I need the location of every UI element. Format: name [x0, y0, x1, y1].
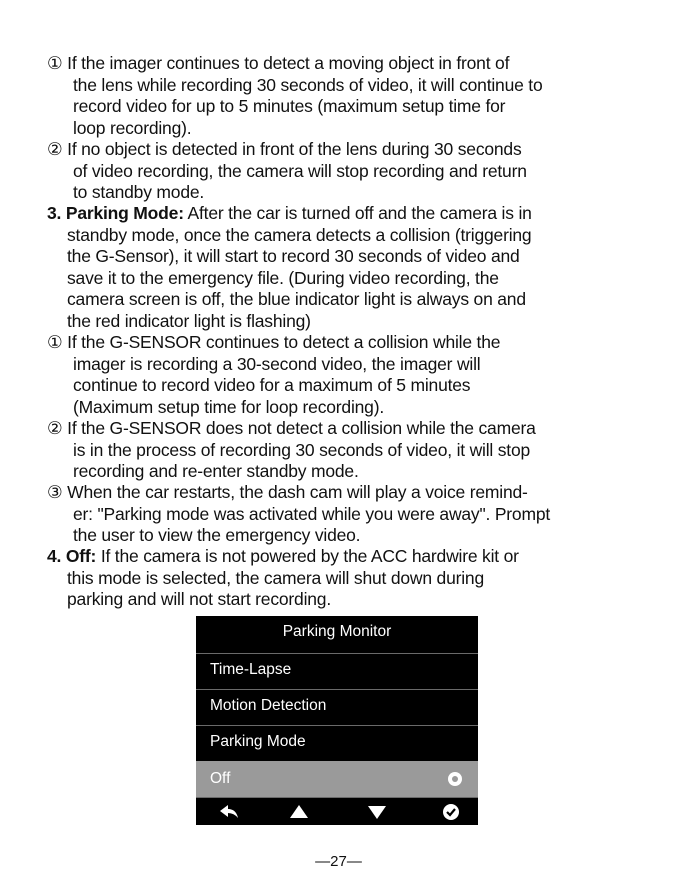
menu-item-time-lapse[interactable] — [196, 653, 478, 685]
text-fragment: If the camera is not powered by the ACC hardwire kit or — [96, 546, 519, 566]
text-line: ① If the G-SENSOR continues to detect a collision while the — [47, 332, 501, 352]
text-line — [47, 546, 519, 568]
screen-title: Parking Monitor — [282, 623, 392, 640]
text-line: ② If the G-SENSOR does not detect a collision while the camera — [47, 418, 536, 438]
paragraph-motion-stop — [47, 139, 527, 204]
text-line: save it to the emergency file. (During video recording, the — [67, 267, 499, 288]
text-line: parking and will not start recording. — [67, 589, 331, 609]
text-line: this mode is selected, the camera will shut down during — [67, 567, 484, 588]
text-line: camera screen is off, the blue indicator light is always on and — [67, 289, 526, 309]
down-button[interactable] — [356, 798, 396, 825]
text-line: the user to view the emergency video. — [73, 525, 361, 545]
text-line: loop recording). — [73, 117, 192, 138]
text-line: recording and re-enter standby mode. — [73, 461, 359, 481]
menu-item-label: Motion Detection — [210, 697, 327, 714]
page-number: —27— — [315, 853, 362, 870]
menu-item-label: Off — [210, 770, 231, 787]
text-line: of video recording, the camera will stop recording and return — [73, 160, 527, 181]
up-button[interactable] — [278, 798, 318, 825]
paragraph-gsensor-continue — [47, 332, 500, 418]
text-line: er: "Parking mode was activated while you were away". Prompt — [73, 503, 551, 524]
text-line: ① If the imager continues to detect a moving object in front of — [47, 53, 510, 73]
back-arrow-icon — [218, 802, 240, 822]
text-line: imager is recording a 30-second video, the imager will — [73, 353, 481, 374]
confirm-check-icon — [440, 802, 462, 822]
text-line: is in the process of recording 30 seconds of video, it will stop — [73, 439, 531, 460]
text-line: (Maximum setup time for loop recording). — [73, 396, 384, 417]
paragraph-motion-continue — [47, 53, 543, 139]
text-line: the red indicator light is flashing) — [67, 310, 311, 331]
menu-item-label: Parking Mode — [210, 733, 306, 750]
menu-item-motion-detection[interactable] — [196, 689, 478, 721]
parking-mode-heading: 3. Parking Mode: — [47, 203, 184, 223]
text-line: continue to record video for a maximum of 5 minutes — [73, 375, 471, 395]
up-triangle-icon — [288, 802, 310, 822]
selected-radio-icon — [448, 772, 462, 786]
text-line: the G-Sensor), it will start to record 30 seconds of video and — [67, 246, 520, 266]
confirm-button[interactable] — [430, 798, 470, 825]
screen-toolbar — [196, 797, 478, 825]
paragraph-voice-reminder — [47, 482, 550, 547]
text-line: ② If no object is detected in front of the lens during 30 seconds — [47, 139, 522, 159]
text-line: standby mode, once the camera detects a collision (triggering — [67, 224, 532, 245]
menu-item-off[interactable] — [196, 761, 478, 797]
text-line — [47, 203, 532, 225]
paragraph-parking-mode — [47, 203, 532, 332]
off-heading: 4. Off: — [47, 546, 97, 566]
text-line: ③ When the car restarts, the dash cam will play a voice remind- — [47, 482, 528, 502]
paragraph-off — [47, 546, 519, 611]
text-line: to standby mode. — [73, 182, 205, 202]
menu-item-parking-mode[interactable] — [196, 725, 478, 757]
back-button[interactable] — [208, 798, 248, 825]
text-line: record video for up to 5 minutes (maximum setup time for — [73, 96, 506, 116]
text-fragment: After the car is turned off and the camera is in — [183, 203, 532, 223]
text-line: the lens while recording 30 seconds of video, it will continue to — [73, 74, 543, 95]
parking-monitor-screen — [196, 616, 478, 825]
down-triangle-icon — [366, 802, 388, 822]
menu-item-label: Time-Lapse — [210, 661, 292, 678]
paragraph-gsensor-stop — [47, 418, 536, 483]
